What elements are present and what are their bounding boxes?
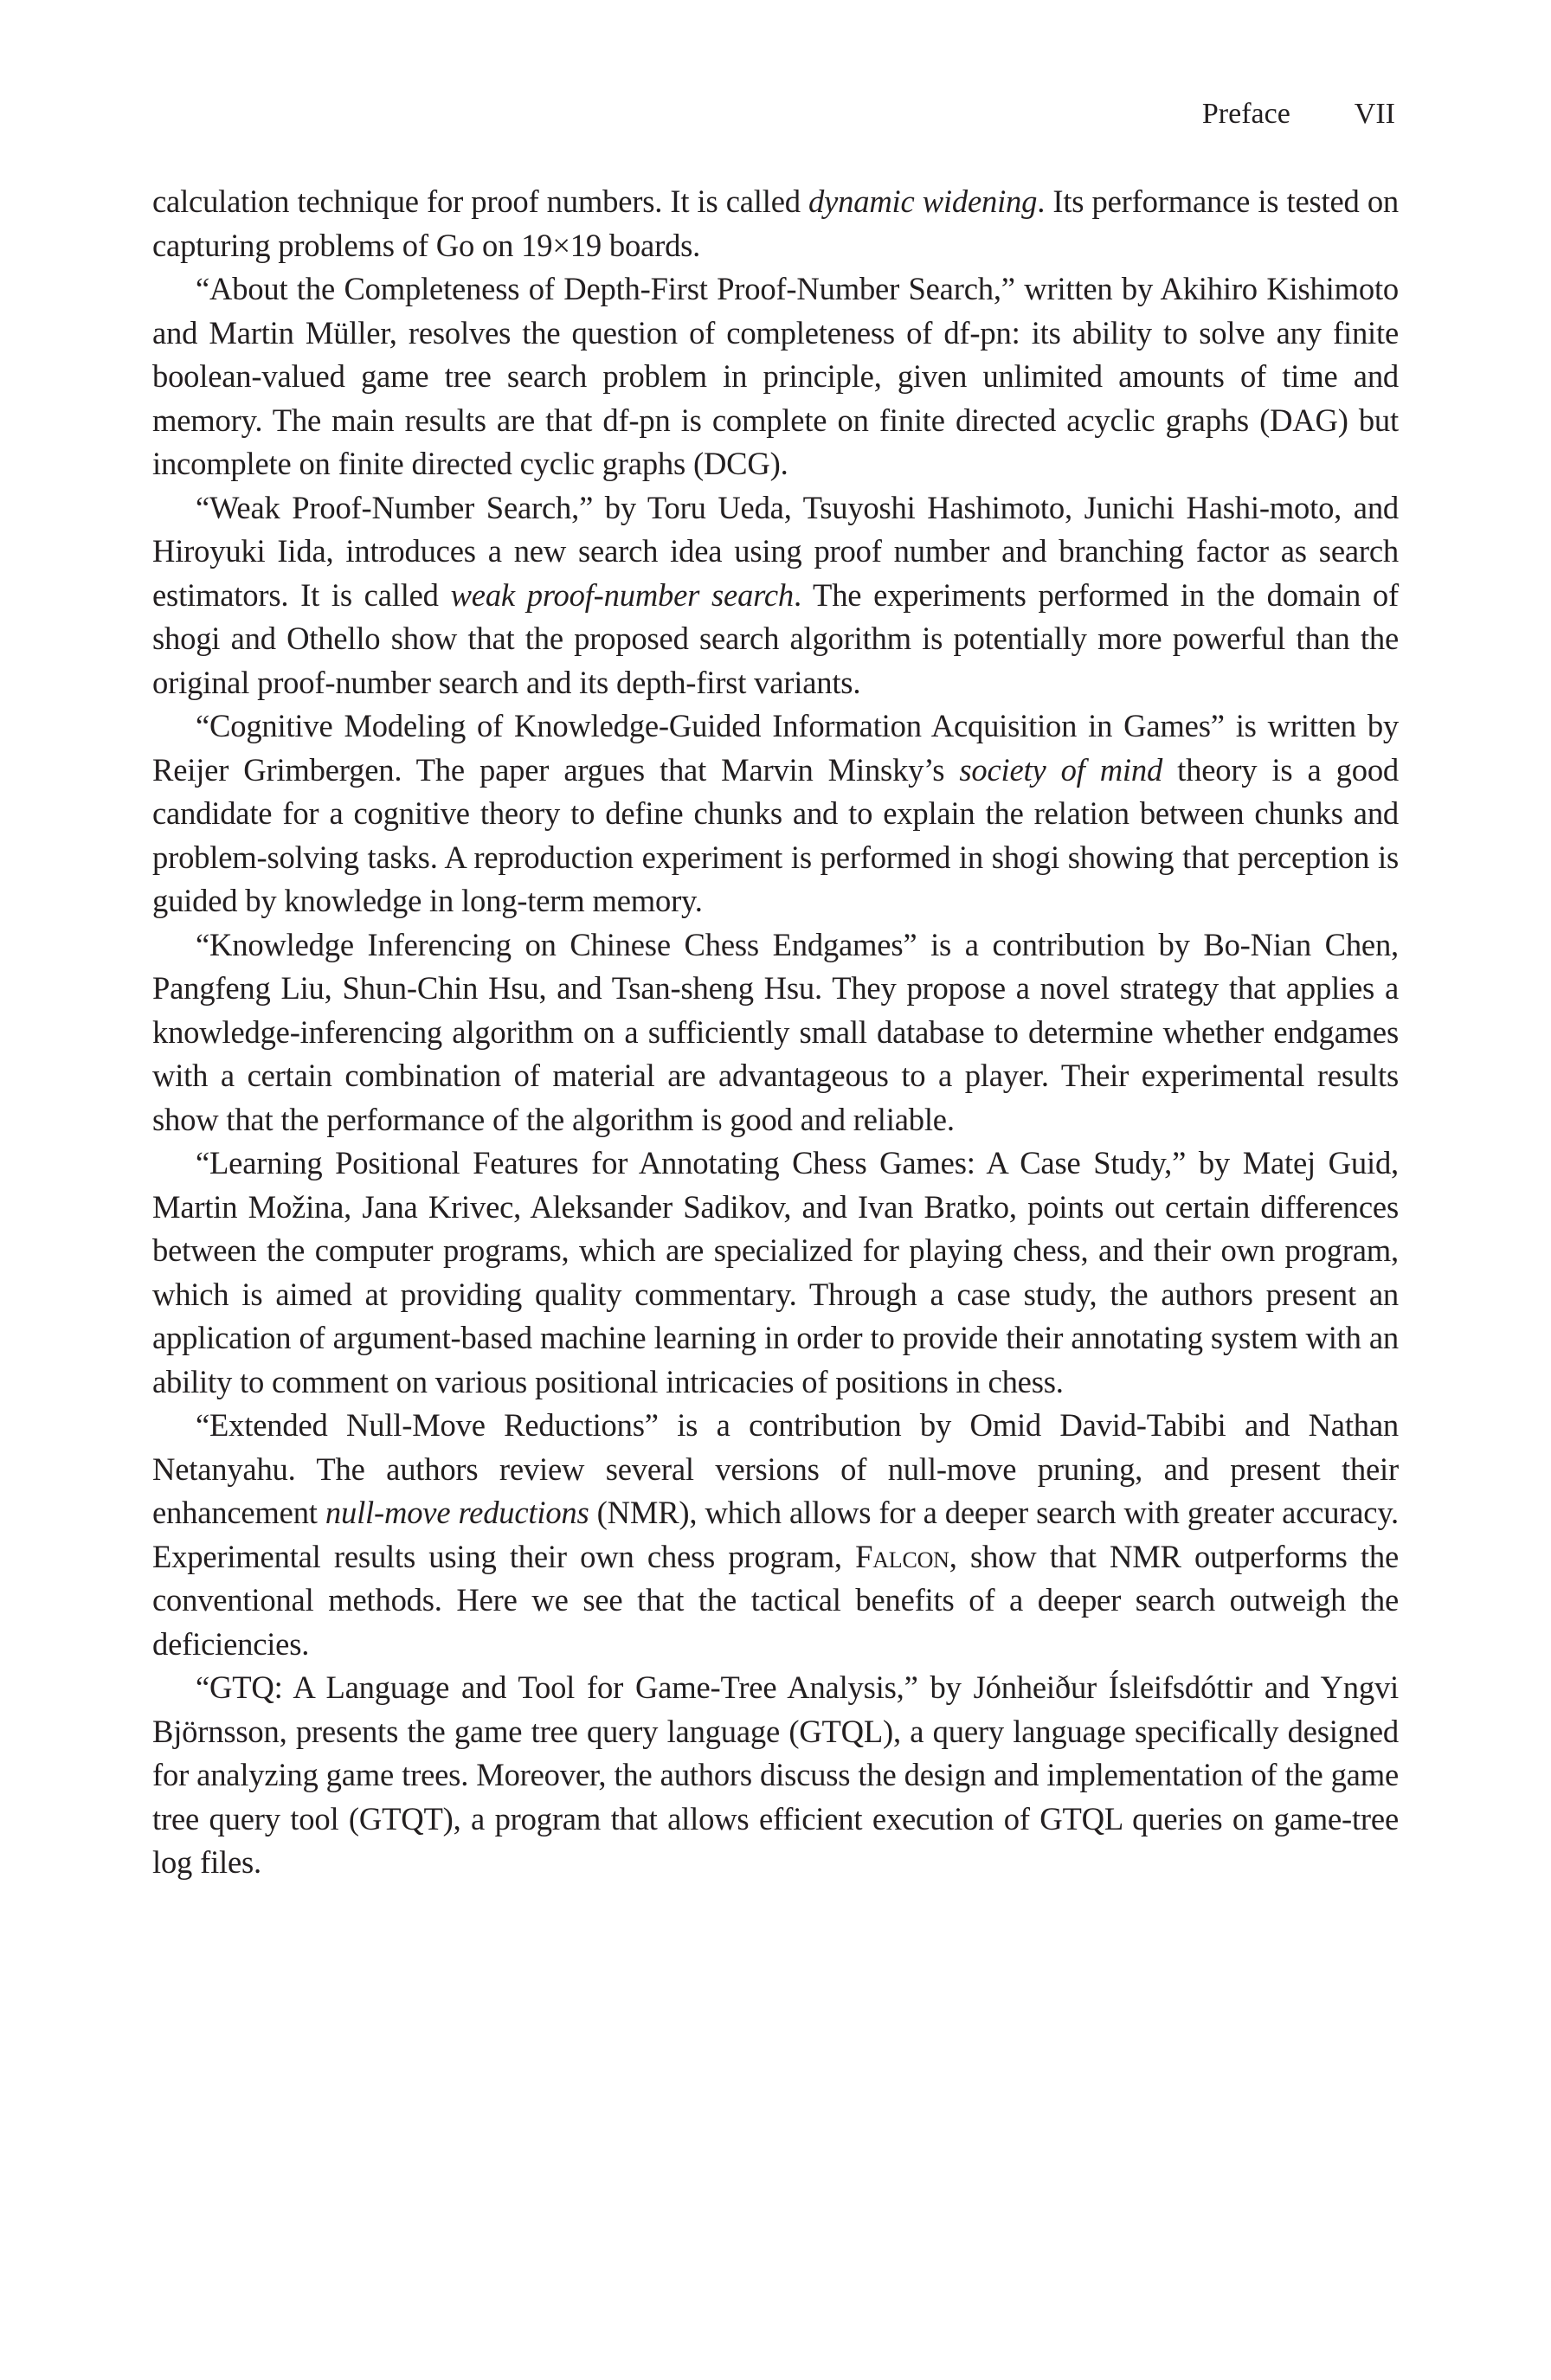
italic-term: society of mind <box>959 751 1163 788</box>
paragraph-null-move <box>152 1404 1399 1666</box>
text-segment: . Its performance is tested on capturing problems of Go on 19×19 boards. <box>152 183 1399 263</box>
running-head <box>1202 93 1395 135</box>
text-segment: . The experiments performed in the domain of shogi and Othello show that the proposed search algorithm is potentially more powerful than the original proof-number search and its depth-first variants. <box>152 576 1399 700</box>
paragraph-gtq <box>152 1666 1399 1885</box>
page-number: VII <box>1354 98 1395 130</box>
text-segment: “Cognitive Modeling of Knowledge-Guided Information Acquisition in Games” is written by Reijer Grimbergen. The paper argues that Marvin Minsky’s <box>152 708 1399 788</box>
text-segment: “Learning Positional Features for Annotating Chess Games: A Case Study,” by Matej Guid, Martin Možina, Jana Krivec, Aleksander Sadikov, and Ivan Bratko, points out certain differences between the computer programs, which are specialized for playing chess, and their own program, which is aimed at providing quality commentary. Through a case study, the authors present an application of argument-based machine learning in order to provide their annotating system with an ability to comment on various positional intricacies of positions in chess. <box>152 1145 1399 1399</box>
text-segment: (NMR), which allows for a deeper search with greater accuracy. Experimental results using their own chess program, <box>152 1495 1399 1574</box>
text-segment: calculation technique for proof numbers. It is called <box>152 183 809 219</box>
section-title: Preface <box>1201 98 1290 130</box>
text-segment: “Extended Null-Move Reductions” is a contribution by Omid David-Tabibi and Nathan Netanyahu. The authors review several versions of null-move pruning, and present their enhancement <box>152 1407 1399 1530</box>
paragraph-dynamic-widening <box>152 180 1399 267</box>
paragraph-positional-features <box>152 1142 1399 1404</box>
text-segment: , show that NMR outperforms the conventional methods. Here we see that the tactical benefits of a deeper search outweigh the deficiencies. <box>152 1538 1399 1662</box>
text-segment: “Knowledge Inferencing on Chinese Chess Endgames” is a contribution by Bo-Nian Chen, Pangfeng Liu, Shun-Chin Hsu, and Tsan-sheng Hsu. They propose a novel strategy that applies a knowledge-inferencing algorithm on a sufficiently small database to determine whether endgames with a certain combination of material are advantageous to a player. Their experimental results show that the performance of the algorithm is good and reliable. <box>152 926 1399 1137</box>
body-text <box>152 180 1399 1885</box>
text-segment: theory is a good candidate for a cognitive theory to define chunks and to explain the relation between chunks and problem-solving tasks. A reproduction experiment is performed in shogi showing that perception is guided by knowledge in long-term memory. <box>152 751 1399 918</box>
paragraph-chinese-chess <box>152 923 1399 1142</box>
paragraph-df-pn-completeness <box>152 267 1399 486</box>
paragraph-cognitive-modeling <box>152 704 1399 923</box>
text-segment: “GTQ: A Language and Tool for Game-Tree Analysis,” by Jónheiður Ísleifsdóttir and Yngvi Björnsson, presents the game tree query language (GTQL), a query language specifically designed for analyzing game trees. Moreover, the authors discuss the design and implementation of the game tree query tool (GTQT), a program that allows efficient execution of GTQL queries on game-tree log files. <box>152 1669 1399 1880</box>
program-name: Falcon <box>855 1538 949 1574</box>
italic-term: weak proof-number search <box>450 576 794 613</box>
italic-term: dynamic widening <box>808 183 1038 219</box>
paragraph-weak-pn-search <box>152 486 1399 705</box>
text-segment: “Weak Proof-Number Search,” by Toru Ueda, Tsuyoshi Hashimoto, Junichi Hashi-moto, and Hiroyuki Iida, introduces a new search idea using proof number and branching factor as search estimators. It is called <box>152 489 1399 613</box>
text-segment: “About the Completeness of Depth-First Proof-Number Search,” written by Akihiro Kishimoto and Martin Müller, resolves the question of completeness of df-pn: its ability to solve any finite boolean-valued game tree search problem in principle, given unlimited amounts of time and memory. The main results are that df-pn is complete on finite directed acyclic graphs (DAG) but incomplete on finite directed cyclic graphs (DCG). <box>152 271 1399 481</box>
italic-term: null-move reductions <box>325 1495 589 1530</box>
